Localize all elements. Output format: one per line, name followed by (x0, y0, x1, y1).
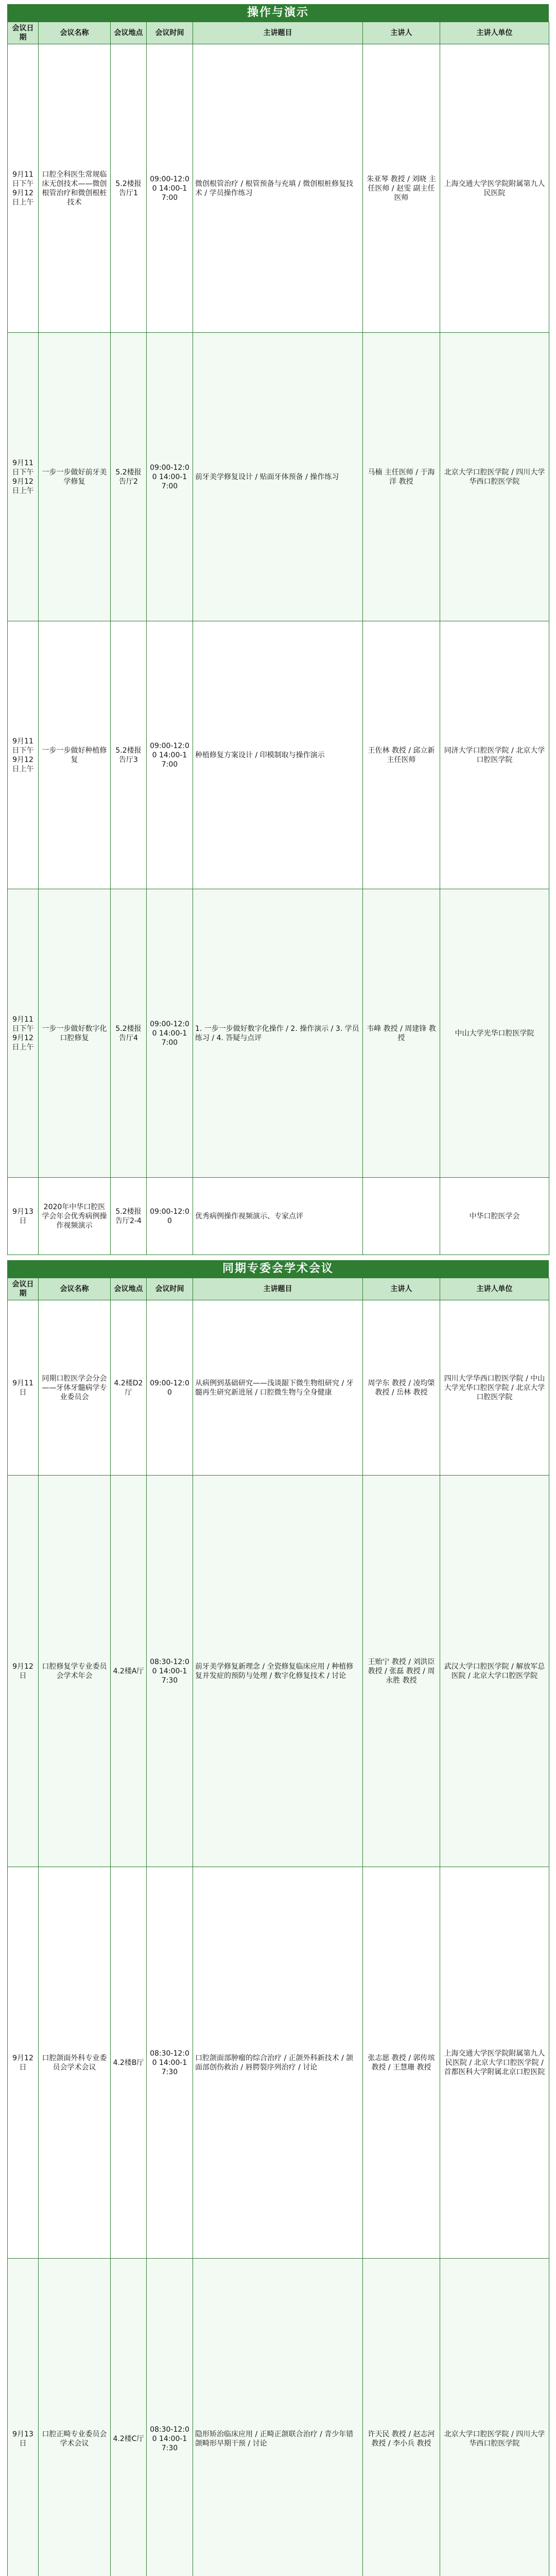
table-row (8, 1178, 549, 1255)
col-header-place: 会议地点 (111, 1278, 147, 1300)
cell-date: 9月13日 (8, 1178, 39, 1255)
cell-unit: 上海交通大学医学院附属第九人民医院 / 北京大学口腔医学院 / 首都医科大学附属北京口腔医院 (440, 1867, 549, 2259)
cell-topic: 前牙美学修复设计 / 贴面牙体预备 / 操作练习 (193, 333, 363, 621)
cell-speaker (363, 1178, 440, 1255)
cell-meeting-name: 口腔颌面外科专业委员会学术会议 (39, 1867, 111, 2259)
cell-meeting-name: 口腔全科医生常规临床无创技术——微创根管治疗和微创根桩技术 (39, 44, 111, 333)
cell-time: 09:00-12:00 14:00-17:00 (147, 333, 193, 621)
cell-time: 09:00-12:00 14:00-17:00 (147, 621, 193, 889)
cell-date: 9月11日 (8, 1300, 39, 1476)
page (7, 4, 549, 2576)
cell-place: 5.2楼报告厅4 (111, 889, 147, 1178)
cell-unit: 武汉大学口腔医学院 / 解放军总医院 / 北京大学口腔医学院 (440, 1476, 549, 1867)
cell-place: 5.2楼报告厅3 (111, 621, 147, 889)
cell-topic: 前牙美学修复新理念 / 全瓷修复临床应用 / 种植修复并发症的预防与处理 / 数字化修复技术 / 讨论 (193, 1476, 363, 1867)
col-header-topic: 主讲题目 (193, 22, 363, 44)
section-title-demo: 操作与演示 (7, 4, 549, 22)
cell-date: 9月11日下午 9月12日上午 (8, 333, 39, 621)
cell-meeting-name: 一步一步做好数字化口腔修复 (39, 889, 111, 1178)
cell-date: 9月12日 (8, 1867, 39, 2259)
cell-time: 09:00-12:00 14:00-17:00 (147, 44, 193, 333)
col-header-time: 会议时间 (147, 22, 193, 44)
cell-topic: 1. 一步一步做好数字化操作 / 2. 操作演示 / 3. 学员练习 / 4. 答疑与点评 (193, 889, 363, 1178)
col-header-date: 会议日期 (8, 1278, 39, 1300)
cell-speaker: 周学东 教授 / 凌均棨 教授 / 岳林 教授 (363, 1300, 440, 1476)
col-header-speaker: 主讲人 (363, 22, 440, 44)
cell-speaker: 张志愿 教授 / 郭传瑸 教授 / 王慧珊 教授 (363, 1867, 440, 2259)
cell-speaker: 马楠 主任医师 / 于海洋 教授 (363, 333, 440, 621)
cell-topic: 口腔颌面部肿瘤的综合治疗 / 正颌外科新技术 / 颌面部创伤救治 / 唇腭裂序列治疗 / 讨论 (193, 1867, 363, 2259)
table-row (8, 1300, 549, 1476)
cell-unit: 中山大学光华口腔医学院 (440, 889, 549, 1178)
cell-time: 08:30-12:00 14:00-17:30 (147, 2259, 193, 2576)
cell-topic: 微创根管治疗 / 根管预备与充填 / 微创根桩修复技术 / 学员操作练习 (193, 44, 363, 333)
table-row (8, 1867, 549, 2259)
cell-date: 9月11日下午 9月12日上午 (8, 621, 39, 889)
table-header-row (8, 22, 549, 44)
cell-meeting-name: 口腔修复学专业委员会学术年会 (39, 1476, 111, 1867)
cell-date: 9月11日下午 9月12日上午 (8, 889, 39, 1178)
col-header-name: 会议名称 (39, 1278, 111, 1300)
cell-speaker: 王贻宁 教授 / 刘洪臣 教授 / 张磊 教授 / 周永胜 教授 (363, 1476, 440, 1867)
demo-table-body (8, 44, 549, 1255)
cell-topic: 优秀病例操作视频演示、专家点评 (193, 1178, 363, 1255)
cell-time: 09:00-12:00 14:00-17:00 (147, 889, 193, 1178)
cell-meeting-name: 同期口腔医学会分会——牙体牙髓病学专业委员会 (39, 1300, 111, 1476)
cell-unit: 北京大学口腔医学院 / 四川大学华西口腔医学院 (440, 2259, 549, 2576)
cell-place: 4.2楼A厅 (111, 1476, 147, 1867)
meetings-table-body (8, 1300, 549, 2576)
table-row (8, 1476, 549, 1867)
cell-time: 08:30-12:00 14:00-17:30 (147, 1476, 193, 1867)
table-row (8, 44, 549, 333)
cell-meeting-name: 一步一步做好前牙美学修复 (39, 333, 111, 621)
cell-topic: 种植修复方案设计 / 印模制取与操作演示 (193, 621, 363, 889)
cell-speaker: 许天民 教授 / 赵志河 教授 / 李小兵 教授 (363, 2259, 440, 2576)
col-header-time: 会议时间 (147, 1278, 193, 1300)
cell-date: 9月12日 (8, 1476, 39, 1867)
col-header-date: 会议日期 (8, 22, 39, 44)
col-header-speaker: 主讲人 (363, 1278, 440, 1300)
col-header-unit: 主讲人单位 (440, 22, 549, 44)
cell-meeting-name: 2020年中华口腔医学会年会优秀病例操作视频演示 (39, 1178, 111, 1255)
cell-unit: 中华口腔医学会 (440, 1178, 549, 1255)
section-title-meetings: 同期专委会学术会议 (7, 1260, 549, 1278)
meetings-table (7, 1278, 549, 2576)
cell-place: 4.2楼B厅 (111, 1867, 147, 2259)
table-row (8, 333, 549, 621)
cell-meeting-name: 口腔正畸专业委员会学术会议 (39, 2259, 111, 2576)
table-row (8, 621, 549, 889)
cell-place: 5.2楼报告厅2-4 (111, 1178, 147, 1255)
cell-place: 4.2楼D2厅 (111, 1300, 147, 1476)
cell-speaker: 朱亚琴 教授 / 刘晓 主任医师 / 赵雯 副主任医师 (363, 44, 440, 333)
cell-time: 08:30-12:00 14:00-17:30 (147, 1867, 193, 2259)
table-row (8, 2259, 549, 2576)
cell-place: 5.2楼报告厅1 (111, 44, 147, 333)
demo-table (7, 22, 549, 1255)
cell-time: 09:00-12:00 (147, 1300, 193, 1476)
col-header-place: 会议地点 (111, 22, 147, 44)
cell-unit: 上海交通大学医学院附属第九人民医院 (440, 44, 549, 333)
cell-time: 09:00-12:00 (147, 1178, 193, 1255)
cell-date: 9月11日下午 9月12日上午 (8, 44, 39, 333)
cell-unit: 北京大学口腔医学院 / 四川大学华西口腔医学院 (440, 333, 549, 621)
table-header-row (8, 1278, 549, 1300)
cell-place: 5.2楼报告厅2 (111, 333, 147, 621)
cell-speaker: 韦峰 教授 / 周建锋 教授 (363, 889, 440, 1178)
cell-topic: 隐形矫治临床应用 / 正畸正颌联合治疗 / 青少年错颌畸形早期干预 / 讨论 (193, 2259, 363, 2576)
col-header-unit: 主讲人单位 (440, 1278, 549, 1300)
cell-speaker: 王佐林 教授 / 邱立新 主任医师 (363, 621, 440, 889)
cell-place: 4.2楼C厅 (111, 2259, 147, 2576)
cell-topic: 从病例到基础研究——浅谈龈下微生物组研究 / 牙髓再生研究新进展 / 口腔微生物与全身健康 (193, 1300, 363, 1476)
cell-date: 9月13日 (8, 2259, 39, 2576)
cell-unit: 四川大学华西口腔医学院 / 中山大学光华口腔医学院 / 北京大学口腔医学院 (440, 1300, 549, 1476)
cell-meeting-name: 一步一步做好种植修复 (39, 621, 111, 889)
col-header-topic: 主讲题目 (193, 1278, 363, 1300)
col-header-name: 会议名称 (39, 22, 111, 44)
cell-unit: 同济大学口腔医学院 / 北京大学口腔医学院 (440, 621, 549, 889)
table-row (8, 889, 549, 1178)
